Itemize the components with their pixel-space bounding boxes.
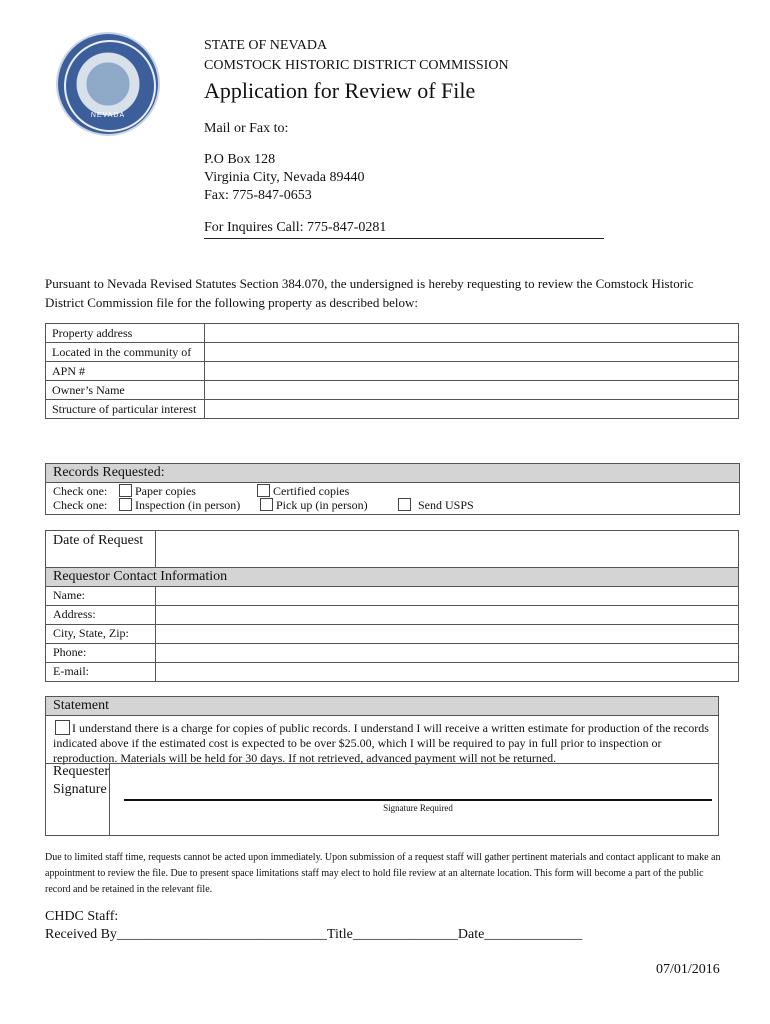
email-field[interactable] [156,663,739,682]
inspection-checkbox[interactable] [119,498,132,511]
paper-copies-option[interactable] [119,484,196,499]
form-date: 07/01/2016 [656,962,720,977]
send-usps-option[interactable] [398,498,474,513]
divider [46,763,718,764]
certified-copies-label: Certified copies [273,484,350,498]
table-row [46,324,739,343]
inspection-label: Inspection (in person) [135,498,241,512]
table-row [46,606,739,625]
email-label: E-mail: [46,663,156,682]
name-field[interactable] [156,587,739,606]
statement-body: I understand there is a charge for copies of public records. I understand I will receive a written estimate for production of the records indicated above if the estimated cost is expected to be over $25.00, which I will be required to pay in full prior to inspection or reproduction. Materials will be held for 30 days. If not retrieved, advanced payment will not be returned. [53,721,709,765]
intro-paragraph: Pursuant to Nevada Revised Statutes Section 384.070, the undersigned is hereby requesting to review the Comstock Historic District Commission file for the following property as described below: [45,276,694,310]
notice-paragraph: Due to limited staff time, requests cannot be acted upon immediately. Upon submission of a request staff will gather pertinent materials and contact applicant to make an appointment to review the file. Due to present space limitations staff may elect to hold file review at an alternate location. This form will become a part of the public record and be retained in the relevant file. [45,852,721,895]
owner-name-field[interactable] [205,381,739,400]
inquiries-line: For Inquires Call: 775-847-0281 [204,220,604,239]
paper-copies-label: Paper copies [135,484,196,498]
contact-heading: Requestor Contact Information [46,568,739,587]
community-field[interactable] [205,343,739,362]
pickup-checkbox[interactable] [260,498,273,511]
community-label: Located in the community of [46,343,205,362]
table-row [46,362,739,381]
city-state-zip-label: City, State, Zip: [46,625,156,644]
certified-copies-option[interactable] [257,484,349,499]
signature-field[interactable] [124,799,712,801]
address-label: Address: [46,606,156,625]
phone-field[interactable] [156,644,739,663]
date-of-request-field[interactable] [156,531,739,568]
apn-label: APN # [46,362,205,381]
statement-heading: Statement [46,697,718,716]
check-row-1 [53,484,107,499]
commission-heading: COMSTOCK HISTORIC DISTRICT COMMISSION [204,58,509,73]
owner-name-label: Owner’s Name [46,381,205,400]
pickup-label: Pick up (in person) [276,498,368,512]
statement-section [45,696,719,836]
check-one-label: Check one: [53,498,108,512]
apn-field[interactable] [205,362,739,381]
phone-label: Phone: [46,644,156,663]
structure-field[interactable] [205,400,739,419]
requestor-table [45,530,739,682]
name-label: Name: [46,587,156,606]
mail-label: Mail or Fax to: [204,121,289,136]
property-table [45,323,739,419]
check-row-2 [53,498,107,513]
table-row [46,400,739,419]
inspection-option[interactable] [119,498,240,513]
structure-label: Structure of particular interest [46,400,205,419]
city-state-zip-field[interactable] [156,625,739,644]
statement-text [53,721,709,766]
staff-label: CHDC Staff: [45,909,119,924]
table-row [46,625,739,644]
mailing-address [204,151,365,205]
table-row [46,343,739,362]
table-row [46,568,739,587]
date-of-request-label: Date of Request [46,531,156,568]
table-row [46,644,739,663]
signature-required-caption: Signature Required [383,803,453,813]
state-heading: STATE OF NEVADA [204,38,328,53]
received-by-line: Received By______________________________Title_______________Date______________ [45,927,583,942]
table-row [46,381,739,400]
table-row [46,531,739,568]
paper-copies-checkbox[interactable] [119,484,132,497]
table-row [46,663,739,682]
send-usps-checkbox[interactable] [398,498,411,511]
property-address-field[interactable] [205,324,739,343]
address-line: P.O Box 128 [204,152,276,167]
requester-signature-label: Requester Signature [46,763,110,835]
address-field[interactable] [156,606,739,625]
pickup-option[interactable] [260,498,368,513]
records-requested-section [45,463,740,515]
seal-text: NEVADA [90,112,126,119]
certified-copies-checkbox[interactable] [257,484,270,497]
address-line: Virginia City, Nevada 89440 [204,170,365,185]
check-one-label: Check one: [53,484,108,498]
page-title: Application for Review of File [204,78,476,103]
table-row [46,587,739,606]
send-usps-label: Send USPS [418,498,474,512]
records-heading: Records Requested: [46,464,739,483]
address-line: Fax: 775-847-0653 [204,188,312,203]
property-address-label: Property address [46,324,205,343]
staff-section [45,908,582,944]
